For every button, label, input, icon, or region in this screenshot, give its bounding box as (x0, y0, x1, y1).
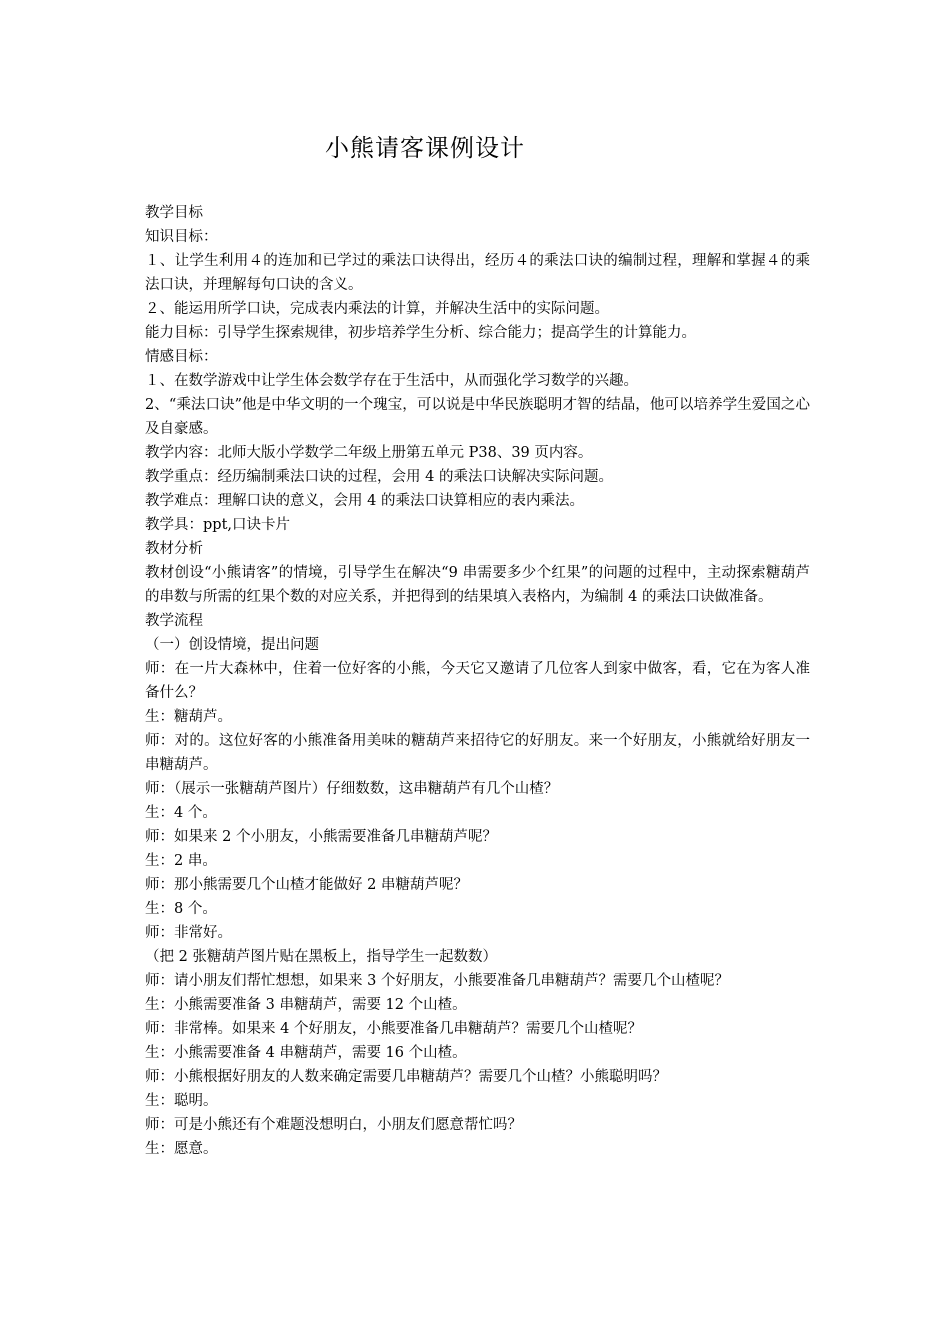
material-analysis-text: 教材创设“小熊请客”的情境，引导学生在解决“9 串需要多少个红果”的问题的过程中，主动探索糖葫芦的串数与所需的红果个数的对应关系，并把得到的结果填入表格内，为编制 4 的乘法口诀做准备。 (145, 565, 810, 605)
dialogue-line: 师：非常好。 (145, 925, 232, 941)
process-step-heading: （一）创设情境，提出问题 (145, 637, 319, 653)
subheading-emotional-goals: 情感目标： (145, 349, 218, 365)
dialogue-line: 生：8 个。 (145, 901, 217, 917)
teaching-focus: 教学重点：经历编制乘法口诀的过程，会用 4 的乘法口诀解决实际问题。 (145, 469, 613, 485)
subheading-knowledge-goals: 知识目标： (145, 229, 218, 245)
dialogue-line: 生：小熊需要准备 4 串糖葫芦，需要 16 个山楂。 (145, 1045, 467, 1061)
dialogue-line: 师：非常棒。如果来 4 个好朋友，小熊要准备几串糖葫芦？需要几个山楂呢？ (145, 1021, 642, 1037)
document-title: 小熊请客课例设计 (325, 134, 525, 162)
teaching-aids: 教学具：ppt,口诀卡片 (145, 517, 290, 533)
ability-goals: 能力目标：引导学生探索规律，初步培养学生分析、综合能力；提高学生的计算能力。 (145, 325, 696, 341)
dialogue-line: 师：在一片大森林中，住着一位好客的小熊，今天它又邀请了几位客人到家中做客，看，它在为客人准备什么？ (145, 661, 810, 701)
section-heading-teaching-process: 教学流程 (145, 613, 203, 629)
dialogue-line: 生：4 个。 (145, 805, 217, 821)
dialogue-line: 生：聪明。 (145, 1093, 218, 1109)
teaching-content: 教学内容：北师大版小学数学二年级上册第五单元 P38、39 页内容。 (145, 445, 593, 461)
dialogue-line: 师：对的。这位好客的小熊准备用美味的糖葫芦来招待它的好朋友。来一个好朋友，小熊就给好朋友一串糖葫芦。 (145, 733, 810, 773)
stage-direction: （把 2 张糖葫芦图片贴在黑板上，指导学生一起数数） (145, 949, 497, 965)
knowledge-goal-item: １、让学生利用４的连加和已学过的乘法口诀得出，经历４的乘法口诀的编制过程，理解和掌握４的乘法口诀，并理解每句口诀的含义。 (145, 253, 810, 293)
dialogue-line: 生：小熊需要准备 3 串糖葫芦，需要 12 个山楂。 (145, 997, 467, 1013)
section-heading-teaching-goals: 教学目标 (145, 205, 203, 221)
knowledge-goal-item: ２、能运用所学口诀，完成表内乘法的计算，并解决生活中的实际问题。 (145, 301, 609, 317)
dialogue-line: 师：小熊根据好朋友的人数来确定需要几串糖葫芦？需要几个山楂？小熊聪明吗？ (145, 1069, 667, 1085)
section-heading-material-analysis: 教材分析 (145, 541, 203, 557)
dialogue-line: 生：愿意。 (145, 1141, 218, 1157)
emotional-goal-item: 2、“乘法口诀”他是中华文明的一个瑰宝，可以说是中华民族聪明才智的结晶，他可以培养学生爱国之心及自豪感。 (145, 397, 810, 437)
teaching-difficulty: 教学难点：理解口诀的意义，会用 4 的乘法口诀算相应的表内乘法。 (145, 493, 584, 509)
document-body (145, 201, 810, 1161)
dialogue-line: 师：如果来 2 个小朋友，小熊需要准备几串糖葫芦呢？ (145, 829, 497, 845)
dialogue-line: 师：（展示一张糖葫芦图片）仔细数数，这串糖葫芦有几个山楂？ (145, 781, 559, 797)
dialogue-line: 师：请小朋友们帮忙想想，如果来 3 个好朋友，小熊要准备几串糖葫芦？需要几个山楂呢？ (145, 973, 729, 989)
dialogue-line: 师：那小熊需要几个山楂才能做好 2 串糖葫芦呢？ (145, 877, 468, 893)
dialogue-line: 生：2 串。 (145, 853, 217, 869)
emotional-goal-item: １、在数学游戏中让学生体会数学存在于生活中，从而强化学习数学的兴趣。 (145, 373, 638, 389)
dialogue-line: 生：糖葫芦。 (145, 709, 232, 725)
dialogue-line: 师：可是小熊还有个难题没想明白，小朋友们愿意帮忙吗？ (145, 1117, 522, 1133)
